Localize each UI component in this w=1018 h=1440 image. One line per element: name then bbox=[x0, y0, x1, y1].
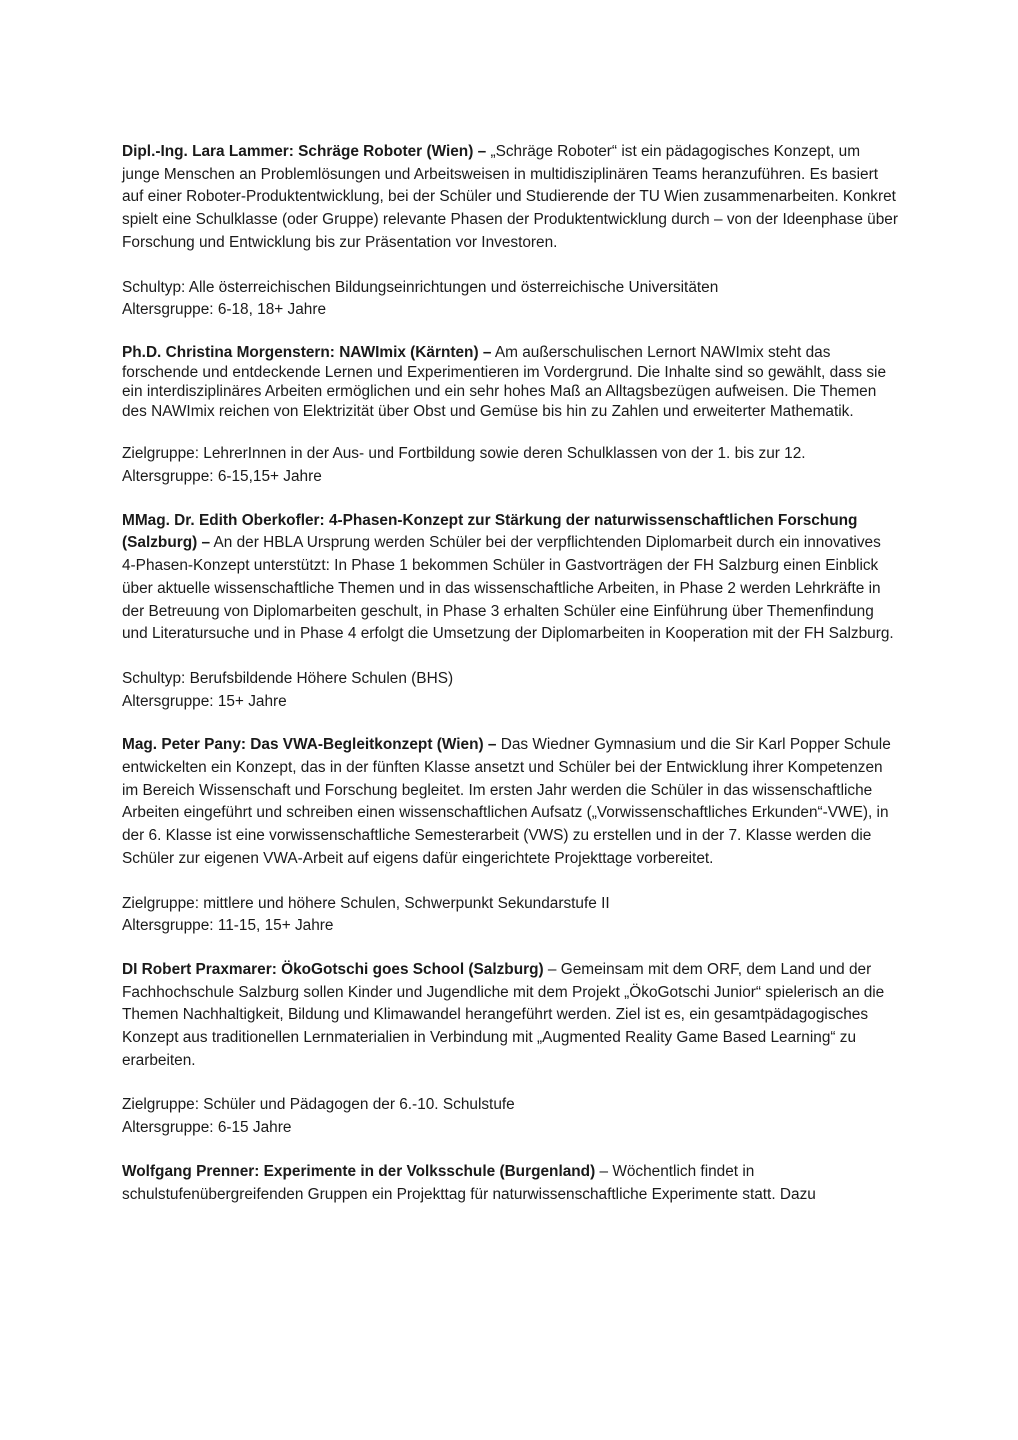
entry-oberkofler bbox=[122, 510, 898, 714]
entry-title: Dipl.-Ing. Lara Lammer: Schräge Roboter (Wien) – bbox=[122, 143, 487, 160]
entry-body: Das Wiedner Gymnasium und die Sir Karl Popper Schule entwickelten ein Konzept, das in der fünften Klasse ansetzt und Schüler bei der Entwicklung ihrer Kompetenzen im Bereich Wissenschaft und Forschung begleitet. Im ersten Jahr werden die Schüler in das wissenschaftliche Arbeiten eingeführt und schreiben einen wissenschaftlichen Aufsatz („Vorwissenschaftliches Erkunden“-VWE), in der 6. Klasse ist eine vorwissenschaftliche Semesterarbeit (VWS) zu erstellen und in der 7. Klasse werden die Schüler zur eigenen VWA-Arbeit auf eigens dafür eingerichtete Projekttage vorbereitet. bbox=[122, 736, 891, 867]
entry-meta bbox=[122, 668, 898, 713]
age-group: Altersgruppe: 6-18, 18+ Jahre bbox=[122, 301, 327, 319]
target-group: Zielgruppe: mittlere und höhere Schulen, Schwerpunkt Sekundarstufe II bbox=[122, 894, 610, 912]
entry-meta bbox=[122, 277, 898, 322]
entry-meta bbox=[122, 443, 898, 488]
entry-meta bbox=[122, 1094, 898, 1139]
document-page bbox=[122, 141, 898, 1206]
entry-title: MMag. Dr. Edith Oberkofler: 4-Phasen-Konzept zur Stärkung der naturwissenschaftlichen Forschung (Salzburg) – bbox=[122, 511, 858, 552]
entry-paragraph bbox=[122, 141, 898, 255]
entry-title: Wolfgang Prenner: Experimente in der Volksschule (Burgenland) bbox=[122, 1162, 596, 1180]
entry-title: Ph.D. Christina Morgenstern: NAWImix (Kärnten) – bbox=[122, 343, 492, 361]
entry-paragraph bbox=[122, 959, 898, 1073]
age-group: Altersgruppe: 15+ Jahre bbox=[122, 692, 287, 710]
entry-prenner bbox=[122, 1161, 898, 1206]
entry-paragraph bbox=[122, 1161, 898, 1206]
entry-lammer bbox=[122, 141, 898, 322]
target-group: Zielgruppe: LehrerInnen in der Aus- und Fortbildung sowie deren Schulklassen von der 1. bis zur 12. bbox=[122, 445, 806, 463]
school-type: Schultyp: Alle österreichischen Bildungseinrichtungen und österreichische Universitäten bbox=[122, 278, 719, 296]
entry-paragraph bbox=[122, 734, 898, 870]
school-type: Schultyp: Berufsbildende Höhere Schulen (BHS) bbox=[122, 669, 454, 687]
entry-praxmarer bbox=[122, 959, 898, 1140]
entry-title: Mag. Peter Pany: Das VWA-Begleitkonzept (Wien) – bbox=[122, 736, 497, 754]
age-group: Altersgruppe: 6-15,15+ Jahre bbox=[122, 468, 322, 485]
target-group: Zielgruppe: Schüler und Pädagogen der 6.-10. Schulstufe bbox=[122, 1096, 515, 1114]
entry-paragraph bbox=[122, 343, 898, 421]
entry-title: DI Robert Praxmarer: ÖkoGotschi goes School (Salzburg) bbox=[122, 960, 544, 978]
entry-body: – Wöchentlich findet in schulstufenübergreifenden Gruppen ein Projekttag für naturwissenschaftliche Experimente statt. Dazu bbox=[122, 1162, 816, 1203]
entry-morgenstern bbox=[122, 343, 898, 489]
entry-body: „Schräge Roboter“ ist ein pädagogisches Konzept, um junge Menschen an Problemlösungen und Arbeitsweisen in multidisziplinären Teams heranzuführen. Es basiert auf einer Roboter-Produktentwicklung, bei der Schüler und Studierende der TU Wien zusammenarbeiten. Konkret spielt eine Schulklasse (oder Gruppe) relevante Phasen der Produktentwicklung durch – von der Ideenphase über Forschung und Entwicklung bis zur Präsentation vor Investoren. bbox=[122, 143, 898, 251]
age-group: Altersgruppe: 11-15, 15+ Jahre bbox=[122, 917, 334, 935]
entry-meta bbox=[122, 893, 898, 938]
entry-body: An der HBLA Ursprung werden Schüler bei der verpflichtenden Diplomarbeit durch ein innovatives 4-Phasen-Konzept unterstützt: In Phase 1 bekommen Schüler in Gastvorträgen der FH Salzburg einen Einblick über aktuelle wissenschaftliche Themen und in das wissenschaftliche Arbeiten, in Phase 2 werden Lehrkräfte in der Betreuung von Diplomarbeiten geschult, in Phase 3 erhalten Schüler eine Einführung über Themenfindung und Literatursuche und in Phase 4 erfolgt die Umsetzung der Diplomarbeiten in Kooperation mit der FH Salzburg. bbox=[122, 534, 894, 643]
age-group: Altersgruppe: 6-15 Jahre bbox=[122, 1119, 292, 1137]
entry-paragraph bbox=[122, 510, 898, 646]
entry-pany bbox=[122, 734, 898, 938]
entry-body: – Gemeinsam mit dem ORF, dem Land und der Fachhochschule Salzburg sollen Kinder und Jugendliche mit dem Projekt „ÖkoGotschi Junior“ spielerisch an die Themen Nachhaltigkeit, Bildung und Klimawandel herangeführt werden. Ziel ist es, ein gesamtpädagogisches Konzept aus traditionellen Lernmaterialien in Verbindung mit „Augmented Reality Game Based Learning“ zu erarbeiten. bbox=[122, 960, 885, 1069]
entry-body: Am außerschulischen Lernort NAWImix steht das forschende und entdeckende Lernen und Experimentieren im Vordergrund. Die Inhalte sind so gewählt, dass sie ein interdisziplinäres Arbeiten ermöglichen und ein sehr hohes Maß an Alltagsbezügen aufweisen. Die Themen des NAWImix reichen von Elektrizität über Obst und Gemüse bis hin zu Zahlen und erweiterter Mathematik. bbox=[122, 343, 887, 420]
